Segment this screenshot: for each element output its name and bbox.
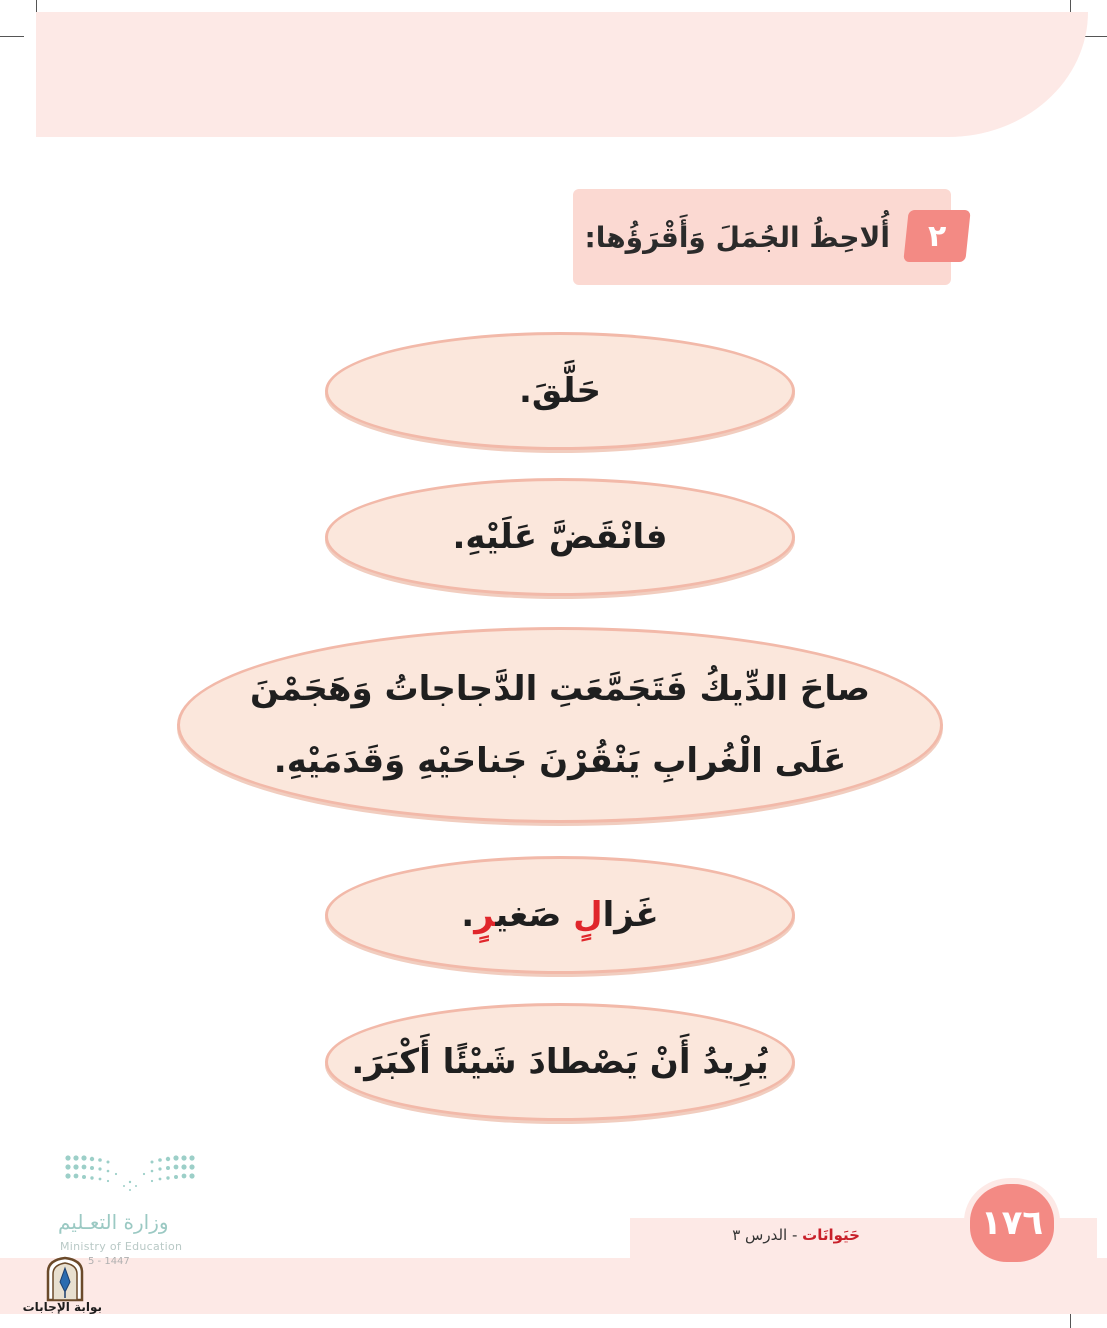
ministry-dots-icon <box>62 1152 198 1198</box>
exercise-title: أُلاحِظُ الجُمَلَ وَأَقْرَؤُها: <box>584 221 890 254</box>
lesson-label: حَيَوانَات - الدرس ٣ <box>732 1226 860 1244</box>
highlighted-letter: لٍ <box>573 895 603 935</box>
sentence-line-1: صاحَ الدِّيكُ فَتَجَمَّعَتِ الدَّجاجاتُ وَهَجَمْنَ <box>250 669 870 709</box>
crop-mark <box>0 36 24 37</box>
crop-mark <box>1083 36 1107 37</box>
gateway-emblem-icon <box>28 1256 102 1302</box>
sentence-oval-5 <box>325 1003 795 1121</box>
page-number: ١٧٦ <box>970 1184 1054 1262</box>
sentence-text: يُرِيدُ أَنْ يَصْطادَ شَيْئًا أَكْبَرَ. <box>351 1042 769 1082</box>
ministry-name-arabic: وزارة التعـليم <box>58 1210 169 1234</box>
highlighted-letter: رٍ <box>474 895 496 935</box>
sentence-text: حَلَّقَ. <box>519 371 601 411</box>
sentence-oval-1 <box>325 332 795 450</box>
exercise-number: ٢ <box>927 218 947 254</box>
sentence-text: فانْقَضَّ عَلَيْهِ. <box>452 517 668 557</box>
answers-gateway-logo <box>22 1256 102 1320</box>
exercise-number-badge <box>903 210 970 262</box>
ministry-name-english: Ministry of Education <box>60 1240 183 1253</box>
gateway-label: بوابة الإجابات <box>22 1300 102 1314</box>
top-decorative-band <box>36 12 1088 137</box>
sentence-text: غَزالٍ صَغيرٍ. <box>461 895 659 935</box>
sentence-oval-4 <box>325 856 795 974</box>
sentence-line-2: عَلَى الْغُرابِ يَنْقُرْنَ جَناحَيْهِ وَقَدَمَيْهِ. <box>273 741 847 781</box>
sentence-oval-2 <box>325 478 795 596</box>
ministry-year: 5 - 1447 <box>88 1256 130 1267</box>
ministry-logo <box>58 1152 203 1272</box>
sentence-oval-3 <box>177 627 943 823</box>
